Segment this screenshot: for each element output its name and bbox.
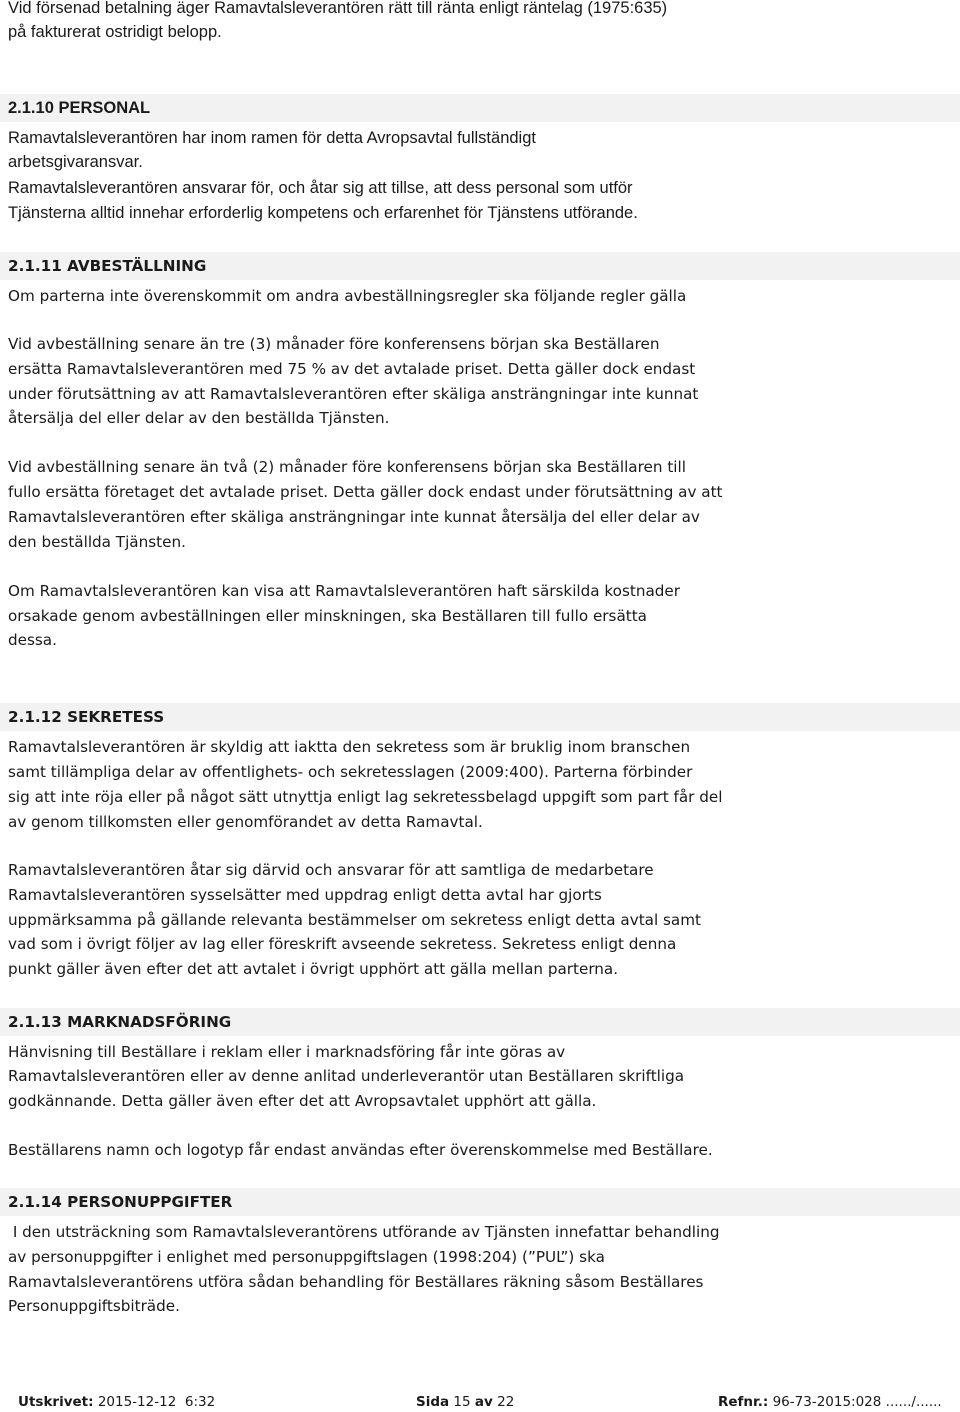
- section-heading-text: 2.1.10 PERSONAL: [8, 99, 151, 117]
- body-line: den beställda Tjänsten.: [8, 533, 186, 551]
- footer-ref: [718, 1392, 942, 1412]
- footer-page-of: av: [474, 1394, 493, 1410]
- body-line: orsakade genom avbeställningen eller minskningen, ska Beställaren till fullo ersätta: [8, 607, 647, 625]
- footer-ref-label: Refnr.:: [718, 1394, 769, 1410]
- body-line: fullo ersätta företaget det avtalade priset. Detta gäller dock endast under förutsättning av att: [8, 483, 723, 501]
- body-line: vad som i övrigt följer av lag eller föreskrift avseende sekretess. Sekretess enligt denna: [8, 935, 677, 953]
- section-heading: [0, 1188, 960, 1216]
- footer-page: [416, 1392, 514, 1412]
- footer-issued-value: 2015-12-12 6:32: [97, 1394, 216, 1410]
- body-line: samt tillämpliga delar av offentlighets- och sekretesslagen (2009:400). Parterna förbinder: [8, 763, 693, 781]
- section-heading-text: 2.1.11 AVBESTÄLLNING: [8, 257, 207, 275]
- body-line: I den utsträckning som Ramavtalsleverantörens utförande av Tjänsten innefattar behandling: [8, 1223, 720, 1241]
- section-heading: [0, 703, 960, 731]
- body-line: ersätta Ramavtalsleverantören med 75 % av det avtalade priset. Detta gäller dock endast: [8, 360, 696, 378]
- body-line: under förutsättning av att Ramavtalsleverantören efter skäliga ansträngningar inte kunnat: [8, 385, 699, 403]
- section-heading-text: 2.1.13 MARKNADSFÖRING: [8, 1013, 232, 1031]
- body-line: Ramavtalsleverantören ansvarar för, och åtar sig att tillse, att dess personal som utför: [8, 179, 633, 197]
- intro-line: Vid försenad betalning äger Ramavtalsleverantören rätt till ränta enligt räntelag (1975:635): [8, 0, 668, 17]
- body-line: återsälja del eller delar av den beställda Tjänsten.: [8, 409, 390, 427]
- section-heading-text: 2.1.14 PERSONUPPGIFTER: [8, 1193, 233, 1211]
- body-line: uppmärksamma på gällande relevanta bestämmelser om sekretess enligt detta avtal samt: [8, 911, 701, 929]
- body-line: av personuppgifter i enlighet med personuppgiftslagen (1998:204) (”PUL”) ska: [8, 1248, 605, 1266]
- body-line: Beställarens namn och logotyp får endast användas efter överenskommelse med Beställare.: [8, 1141, 713, 1159]
- body-line: Ramavtalsleverantören är skyldig att iaktta den sekretess som är bruklig inom branschen: [8, 738, 691, 756]
- body-line: Om parterna inte överenskommit om andra avbeställningsregler ska följande regler gälla: [8, 287, 687, 305]
- section-heading-text: 2.1.12 SEKRETESS: [8, 708, 165, 726]
- body-line: dessa.: [8, 631, 57, 649]
- body-line: Ramavtalsleverantören efter skäliga ansträngningar inte kunnat återsälja del eller delar av: [8, 508, 700, 526]
- footer-page-label: Sida: [416, 1394, 450, 1410]
- body-line: Ramavtalsleverantören eller av denne anlitad underleverantör utan Beställaren skriftliga: [8, 1067, 685, 1085]
- footer-issued-label: Utskrivet:: [18, 1394, 94, 1410]
- section-heading: [0, 252, 960, 280]
- footer-ref-value: 96-73-2015:028 ....../......: [772, 1394, 942, 1410]
- body-line: Ramavtalsleverantören åtar sig därvid och ansvarar för att samtliga de medarbetare: [8, 861, 654, 879]
- body-line: av genom tillkomsten eller genomförandet av detta Ramavtal.: [8, 813, 483, 831]
- body-line: Ramavtalsleverantörens utföra sådan behandling för Beställares räkning såsom Beställares: [8, 1273, 704, 1291]
- body-line: arbetsgivaransvar.: [8, 153, 143, 171]
- body-line: Hänvisning till Beställare i reklam eller i marknadsföring får inte göras av: [8, 1043, 566, 1061]
- footer-page-current: 15: [453, 1394, 471, 1410]
- body-line: godkännande. Detta gäller även efter det att Avropsavtalet upphört att gälla.: [8, 1092, 597, 1110]
- body-line: Ramavtalsleverantören sysselsätter med uppdrag enligt detta avtal har gjorts: [8, 886, 602, 904]
- body-line: Personuppgiftsbiträde.: [8, 1297, 180, 1315]
- body-line: Om Ramavtalsleverantören kan visa att Ramavtalsleverantören haft särskilda kostnader: [8, 582, 680, 600]
- footer-page-total: 22: [497, 1394, 515, 1410]
- body-line: punkt gäller även efter det att avtalet i övrigt upphört att gälla mellan parterna.: [8, 960, 619, 978]
- body-line: Tjänsterna alltid innehar erforderlig kompetens och erfarenhet för Tjänstens utförande.: [8, 204, 638, 222]
- body-line: sig att inte röja eller på något sätt utnyttja enligt lag sekretessbelagd uppgift som part får del: [8, 788, 723, 806]
- section-heading: [0, 1008, 960, 1036]
- section-heading: [0, 94, 960, 122]
- body-line: Vid avbeställning senare än tre (3) månader före konferensens början ska Beställaren: [8, 335, 660, 353]
- body-line: Ramavtalsleverantören har inom ramen för detta Avropsavtal fullständigt: [8, 129, 536, 147]
- body-line: Vid avbeställning senare än två (2) månader före konferensens början ska Beställaren till: [8, 458, 686, 476]
- footer-issued: [18, 1392, 215, 1412]
- intro-line: på fakturerat ostridigt belopp.: [8, 23, 222, 41]
